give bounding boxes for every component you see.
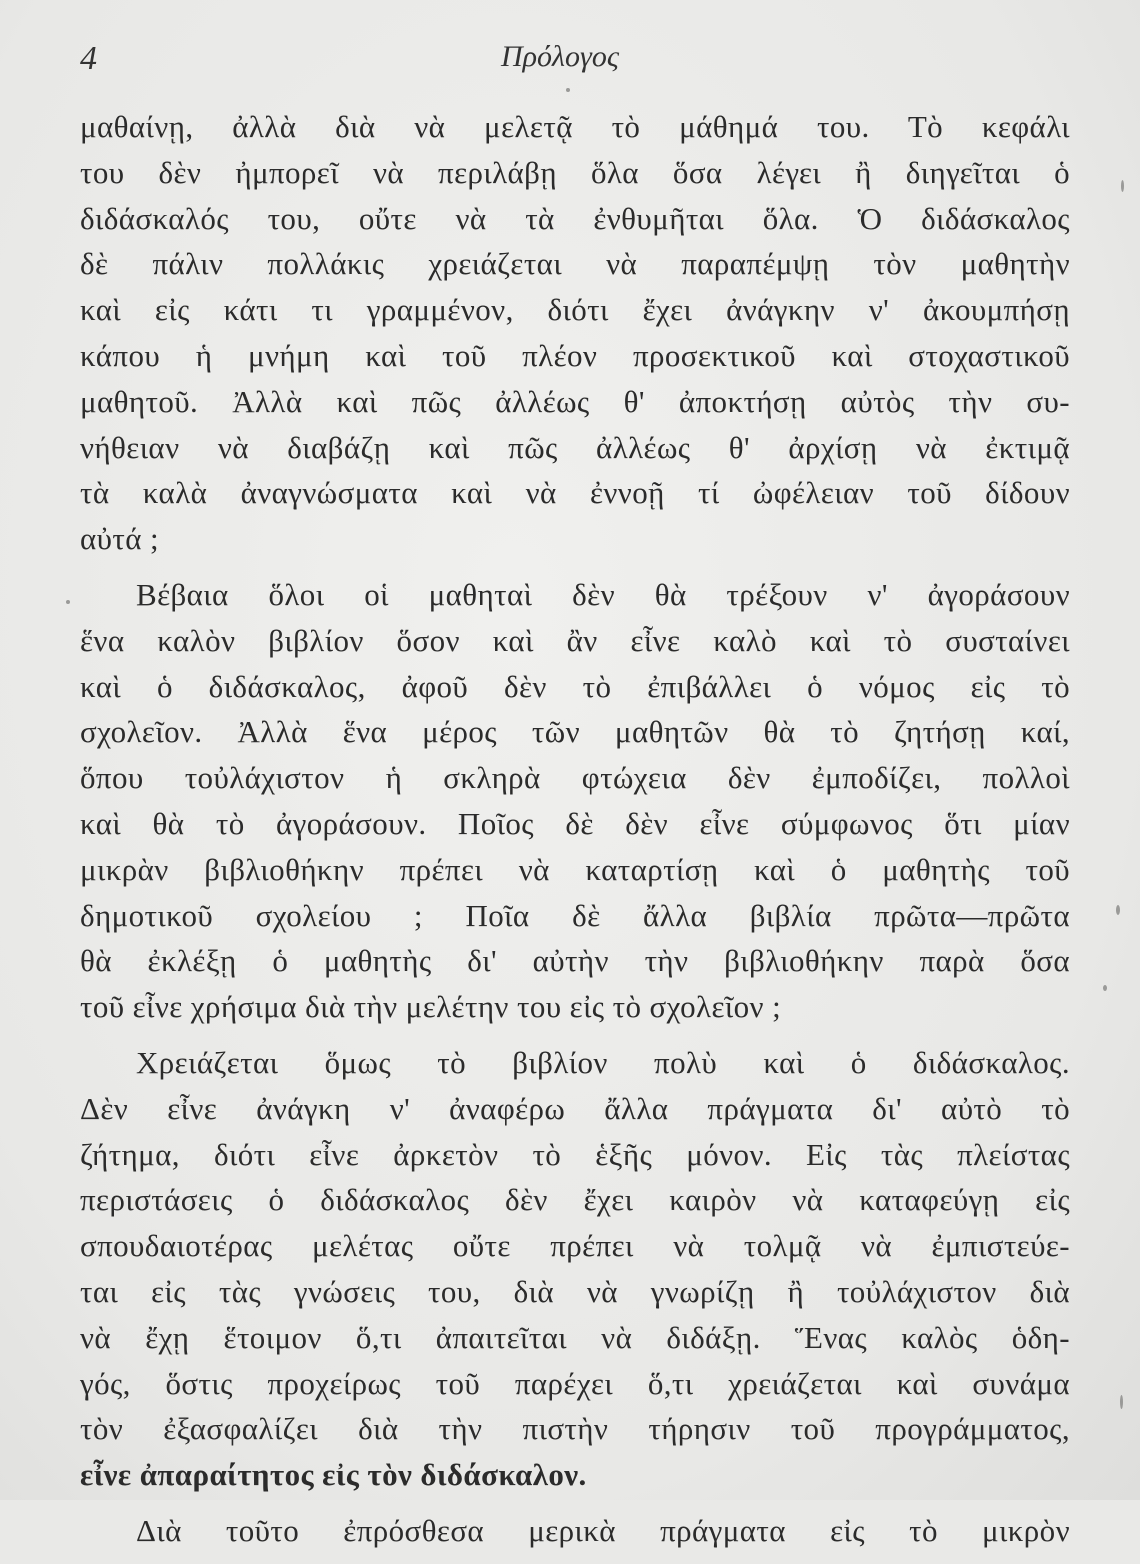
scan-speck: [566, 88, 570, 92]
text-line: καὶ θὰ τὸ ἀγοράσουν. Ποῖος δὲ δὲν εἶνε σύμφωνος ὅτι μίαν: [80, 805, 1070, 841]
text-line: σχολεῖον. Ἀλλὰ ἕνα μέρος τῶν μαθητῶν θὰ τὸ ζητήσῃ καί,: [80, 714, 1070, 750]
paragraph-3: [80, 1040, 1070, 1498]
paragraph-1: [80, 104, 1070, 562]
text-line: νήθειαν νὰ διαβάζῃ καὶ πῶς ἀλλέως θ' ἀρχίσῃ νὰ ἐκτιμᾷ: [80, 429, 1070, 465]
text-line: ται εἰς τὰς γνώσεις του, διὰ νὰ γνωρίζῃ ἢ τοὐλάχιστον διὰ: [80, 1273, 1070, 1309]
text-line: Βέβαια ὅλοι οἱ μαθηταὶ δὲν θὰ τρέξουν ν' ἀγοράσουν: [136, 576, 1070, 612]
text-line: εἶνε ἀπαραίτητος εἰς τὸν διδάσκαλον.: [80, 1457, 587, 1493]
scan-speck: [1121, 180, 1124, 192]
text-line: τὰ καλὰ ἀναγνώσματα καὶ νὰ ἐννοῇ τί ὠφέλειαν τοῦ δίδουν: [80, 475, 1070, 511]
text-line: μαθαίνῃ, ἀλλὰ διὰ νὰ μελετᾷ τὸ μάθημά του. Τὸ κεφάλι: [80, 109, 1070, 144]
text-line: μαθητοῦ. Ἀλλὰ καὶ πῶς ἀλλέως θ' ἀποκτήσῃ αὐτὸς τὴν συ-: [80, 383, 1070, 419]
text-line: νὰ ἔχῃ ἕτοιμον ὅ,τι ἀπαιτεῖται νὰ διδάξῃ. Ἕνας καλὸς ὁδη-: [80, 1319, 1070, 1355]
text-line: διδάσκαλός του, οὔτε νὰ τὰ ἐνθυμῆται ὅλα. Ὁ διδάσκαλος: [80, 200, 1070, 236]
text-line: μικρὰν βιβλιοθήκην πρέπει νὰ καταρτίσῃ καὶ ὁ μαθητὴς τοῦ: [80, 851, 1070, 887]
paragraph-2: [80, 572, 1070, 1030]
text-line: καὶ εἰς κάτι τι γραμμένον, διότι ἔχει ἀνάγκην ν' ἀκουμπήσῃ: [80, 292, 1070, 328]
text-line: ὅπου τοὐλάχιστον ἡ σκληρὰ φτώχεια δὲν ἐμποδίζει, πολλοὶ: [80, 760, 1070, 796]
text-line: ζήτημα, διότι εἶνε ἀρκετὸν τὸ ἑξῆς μόνον. Εἰς τὰς πλείστας: [80, 1136, 1070, 1172]
scan-speck: [66, 600, 70, 604]
page-header: [80, 40, 1080, 90]
paragraph-4: [80, 1508, 1070, 1554]
text-line: ἕνα καλὸν βιβλίον ὅσον καὶ ἂν εἶνε καλὸ καὶ τὸ συσταίνει: [80, 622, 1070, 658]
text-line: κάπου ἡ μνήμη καὶ τοῦ πλέον προσεκτικοῦ καὶ στοχαστικοῦ: [80, 337, 1070, 373]
text-line: του δὲν ἠμπορεῖ νὰ περιλάβῃ ὅλα ὅσα λέγει ἢ διηγεῖται ὁ: [80, 154, 1070, 190]
text-line: Διὰ τοῦτο ἐπρόσθεσα μερικὰ πράγματα εἰς τὸ μικρὸν: [136, 1512, 1070, 1548]
text-line: Δὲν εἶνε ἀνάγκη ν' ἀναφέρω ἄλλα πράγματα δι' αὐτὸ τὸ: [80, 1090, 1070, 1126]
scan-speck: [1103, 985, 1107, 991]
page-number: 4: [80, 40, 97, 77]
text-line: καὶ ὁ διδάσκαλος, ἀφοῦ δὲν τὸ ἐπιβάλλει ὁ νόμος εἰς τὸ: [80, 668, 1070, 704]
scan-speck: [1120, 1395, 1123, 1409]
text-line: θὰ ἐκλέξῃ ὁ μαθητὴς δι' αὐτὴν τὴν βιβλιοθήκην παρὰ ὅσα: [80, 943, 1070, 979]
text-line: γός, ὅστις προχείρως τοῦ παρέχει ὅ,τι χρειάζεται καὶ συνάμα: [80, 1365, 1070, 1401]
text-line: Χρειάζεται ὅμως τὸ βιβλίον πολὺ καὶ ὁ διδάσκαλος.: [136, 1044, 1070, 1080]
text-line: σπουδαιοτέρας μελέτας οὔτε πρέπει νὰ τολμᾷ νὰ ἐμπιστεύε-: [80, 1228, 1070, 1264]
text-line: τοῦ εἶνε χρήσιμα διὰ τὴν μελέτην του εἰς τὸ σχολεῖον ;: [80, 989, 782, 1025]
text-line: δὲ πάλιν πολλάκις χρειάζεται νὰ παραπέμψῃ τὸν μαθητὴν: [80, 246, 1070, 282]
text-line: τὸν ἐξασφαλίζει διὰ τὴν πιστὴν τήρησιν τοῦ προγράμματος,: [80, 1411, 1070, 1447]
running-title: Πρόλογος: [500, 40, 620, 73]
text-line: αὐτά ;: [80, 521, 160, 557]
text-line: δημοτικοῦ σχολείου ; Ποῖα δὲ ἄλλα βιβλία πρῶτα—πρῶτα: [80, 897, 1070, 933]
text-line: περιστάσεις ὁ διδάσκαλος δὲν ἔχει καιρὸν νὰ καταφεύγῃ εἰς: [80, 1182, 1070, 1218]
body-text: [80, 104, 1070, 1564]
scan-speck: [1116, 905, 1120, 915]
